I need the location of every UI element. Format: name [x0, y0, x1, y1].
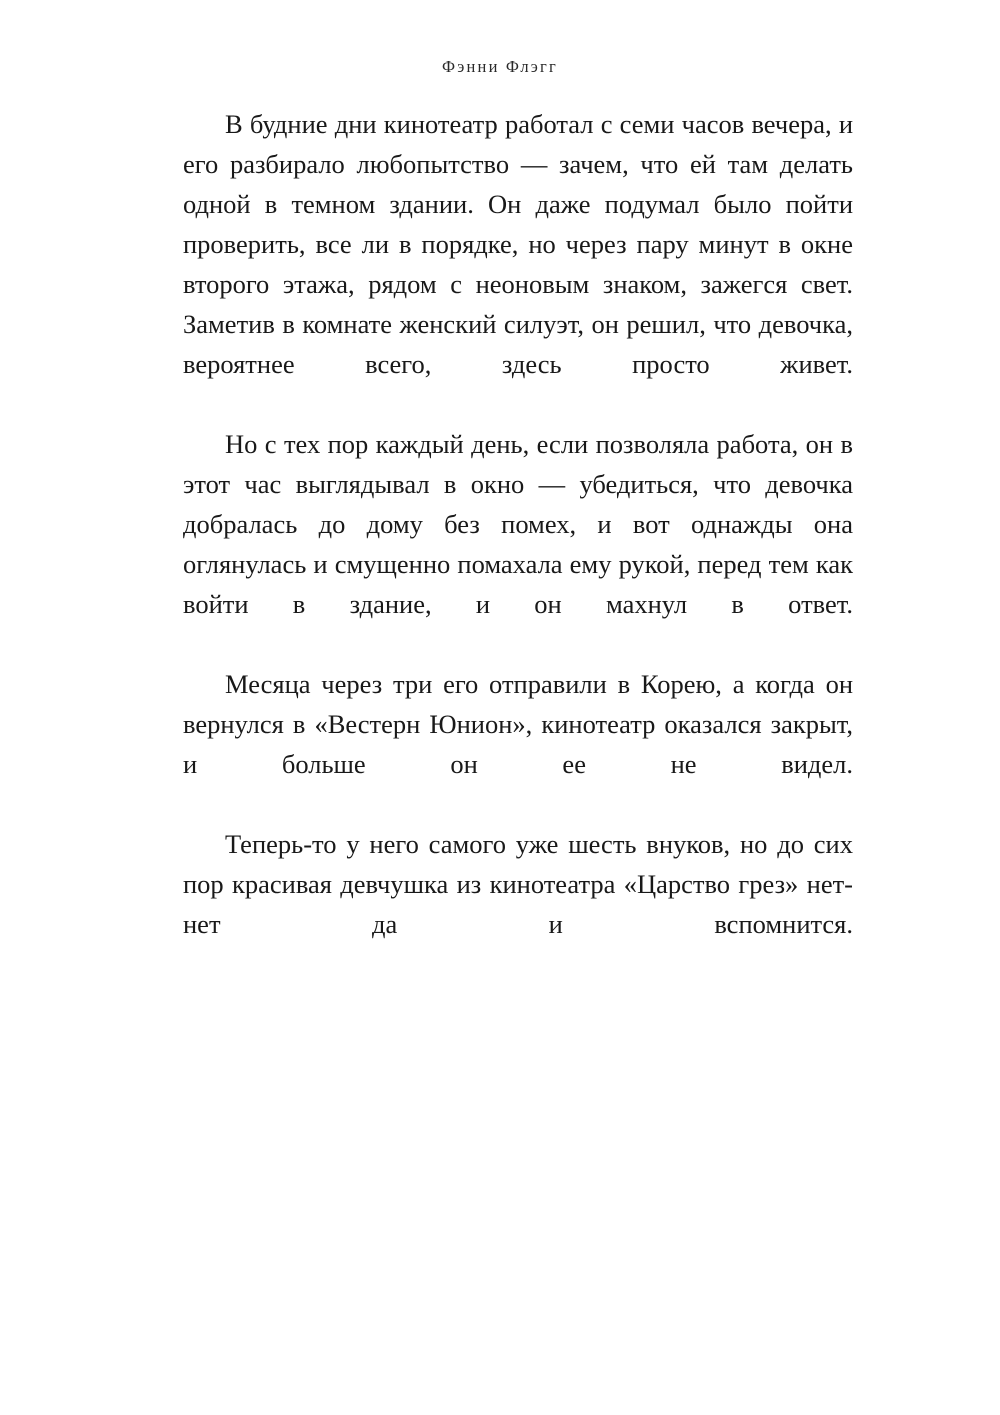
running-head: Фэнни Флэгг [442, 57, 558, 76]
paragraph-2: Но с тех пор каждый день, если позволяла работа, он в этот час выглядывал в окно — убедиться, что девочка добралась до дому без помех, и вот однажды она оглянулась и смущенно помахала ему рукой, перед тем как войти в здание, и он махнул в ответ. [183, 429, 853, 619]
paragraph-4: Теперь-то у него самого уже шесть внуков, но до сих пор красивая девчушка из кинотеатра «Царство грез» нет-нет да и вспомнится. [183, 829, 853, 939]
paragraph-3: Месяца через три его отправили в Корею, а когда он вернулся в «Вестерн Юнион», кинотеатр оказался закрыт, и больше он ее не видел. [183, 669, 853, 779]
body-text-block [183, 104, 853, 984]
paragraph-1: В будние дни кинотеатр работал с семи часов вечера, и его разбирало любопытство — зачем, что ей там делать одной в темном здании. Он даже подумал было пойти проверить, все ли в порядке, но через пару минут в окне второго этажа, рядом с неоновым знаком, зажегся свет. Заметив в комнате женский силуэт, он решил, что девочка, вероятнее всего, здесь просто живет. [183, 109, 853, 379]
